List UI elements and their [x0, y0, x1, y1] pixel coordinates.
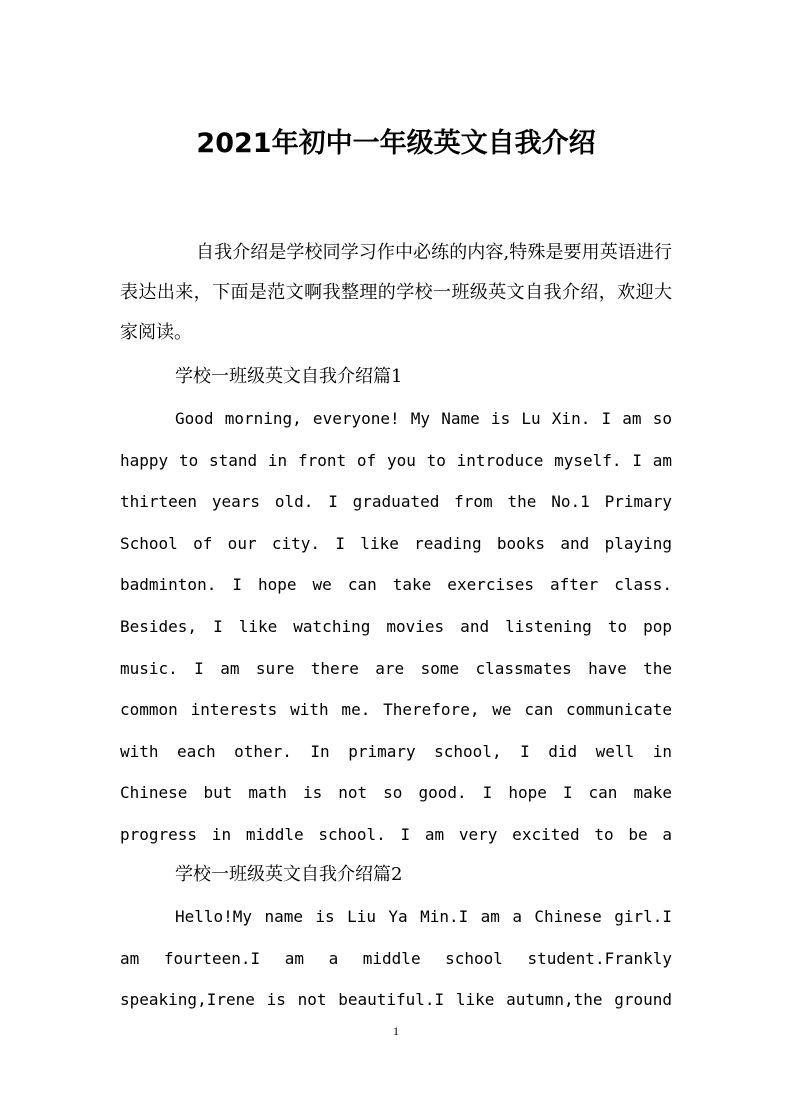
- section-heading-2: 学校一班级英文自我介绍篇2: [175, 864, 403, 885]
- section-body-1: Good morning, everyone! My Name is Lu Xin. I am so happy to stand in front of you to introduce myself. I am thirteen years old. I graduated from the No.1 Primary School of our city. I like reading books and playing badminton. I hope we can take exercises after class. Besides, I like watching movies and listening to pop music. I am sure there are some classmates have the common interests with me. Therefore, we can communicate with each other. In primary school, I did well in Chinese but math is not so good. I hope I can make progress in middle school. I am very excited to be a: [120, 409, 672, 844]
- section-heading-1: 学校一班级英文自我介绍篇1: [175, 366, 403, 387]
- intro-paragraph: 自我介绍是学校同学习作中必练的内容,特殊是要用英语进行表达出来，下面是范文啊我整理的学校一班级英文自我介绍，欢迎大家阅读。: [120, 242, 672, 343]
- page-number: 1: [393, 1024, 399, 1038]
- section-body-2: Hello!My name is Liu Ya Min.I am a Chinese girl.I am fourteen.I am a middle school student.Frankly speaking,Irene is not beautiful.I like autumn,the ground: [120, 907, 672, 1010]
- document-title: 2021年初中一年级英文自我介绍: [196, 128, 596, 159]
